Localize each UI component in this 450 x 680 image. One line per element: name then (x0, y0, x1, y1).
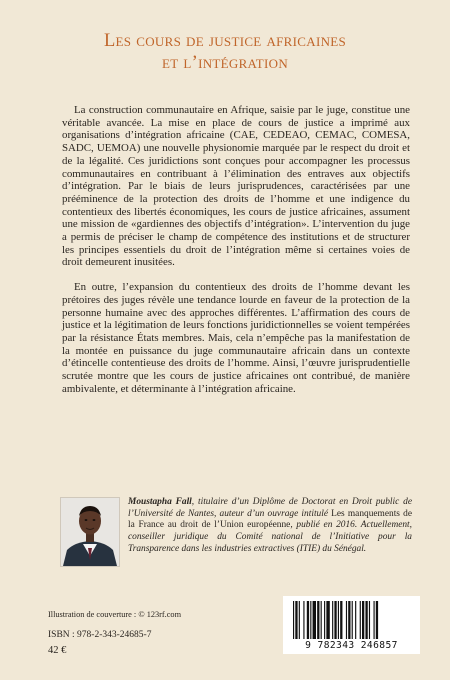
author-bio-part-2: , publié en 2016. Actuellement, conseiller juridique du Comité national de l’Initiative pour la Transparence dans les industries extractives (ITIE) du Sénégal. (128, 520, 413, 554)
author-photo (60, 497, 120, 567)
author-book-title: Les manquements de la France au droit de l’Union européenne (128, 508, 412, 531)
barcode (283, 596, 420, 654)
book-title-line-1: Les cours de justice africaines (103, 31, 347, 51)
barcode-digits: 9 782343 246857 (305, 640, 398, 651)
author-bio-part-1: , titulaire d’un Diplôme de Doctorat en Droit public de l’Université de Nantes, auteur d’un ouvrage intitulé (128, 497, 412, 519)
book-title-line-2: et l’intégration (161, 53, 289, 73)
author-bio (128, 497, 412, 556)
book-title (40, 30, 410, 74)
barcode-icon (293, 601, 410, 639)
author-portrait-icon (61, 498, 119, 566)
price: 42 € (48, 645, 67, 656)
summary-paragraph-1: La construction communautaire en Afrique, saisie par le juge, constitue une véritable avancée. La mise en place de cours de justice a imprimé aux organisations d’intégration africaine (CAE, CEDEAO, CEMAC, COMESA, SADC, UEMOA) une nouvelle physionomie marquée par le respect du droit et de la légalité. Ces juridictions sont conçues pour accompagner les processus communautaires en contribuant à l’élimination des entraves aux objectifs d’intégration. Par le biais de leurs jurisprudences, caractérisées par une prééminence de la protection des droits de l’homme et une indigence du contentieux des libertés économiques, les cours de justice africaines, assument une mission de «gardiennes des objectifs d’intégration». L’intervention du juge a permis de préciser le champ de compétence des institutions et de structurer les principes essentiels du droit de l’intégration même si certaines voies de droit demeurent inusitées. (62, 104, 410, 269)
author-name: Moustapha Fall (128, 497, 192, 507)
isbn: ISBN : 978-2-343-24685-7 (48, 630, 152, 640)
illustration-credit: Illustration de couverture : © 123rf.com (48, 610, 182, 619)
summary-text (62, 104, 410, 407)
summary-paragraph-2: En outre, l’expansion du contentieux des droits de l’homme devant les prétoires des juges révèle une tendance lourde en faveur de la protection de la personne humaine avec des approches différentes. L’affirmation des cours de justice et la légitimation de leurs fonctions juridictionnelles se voient tempérées par la résistance États membres. Mais, cela n’empêche pas la manifestation de la montée en puissance du juge communautaire africain dans un contexte d’étincelle contentieuse des droits de l’homme. Ainsi, l’œuvre jurisprudentielle scrutée montre que les cours de justice africaines ont contribué, de manière ambivalente, et déterminante à l’intégration africaine. (62, 281, 410, 395)
